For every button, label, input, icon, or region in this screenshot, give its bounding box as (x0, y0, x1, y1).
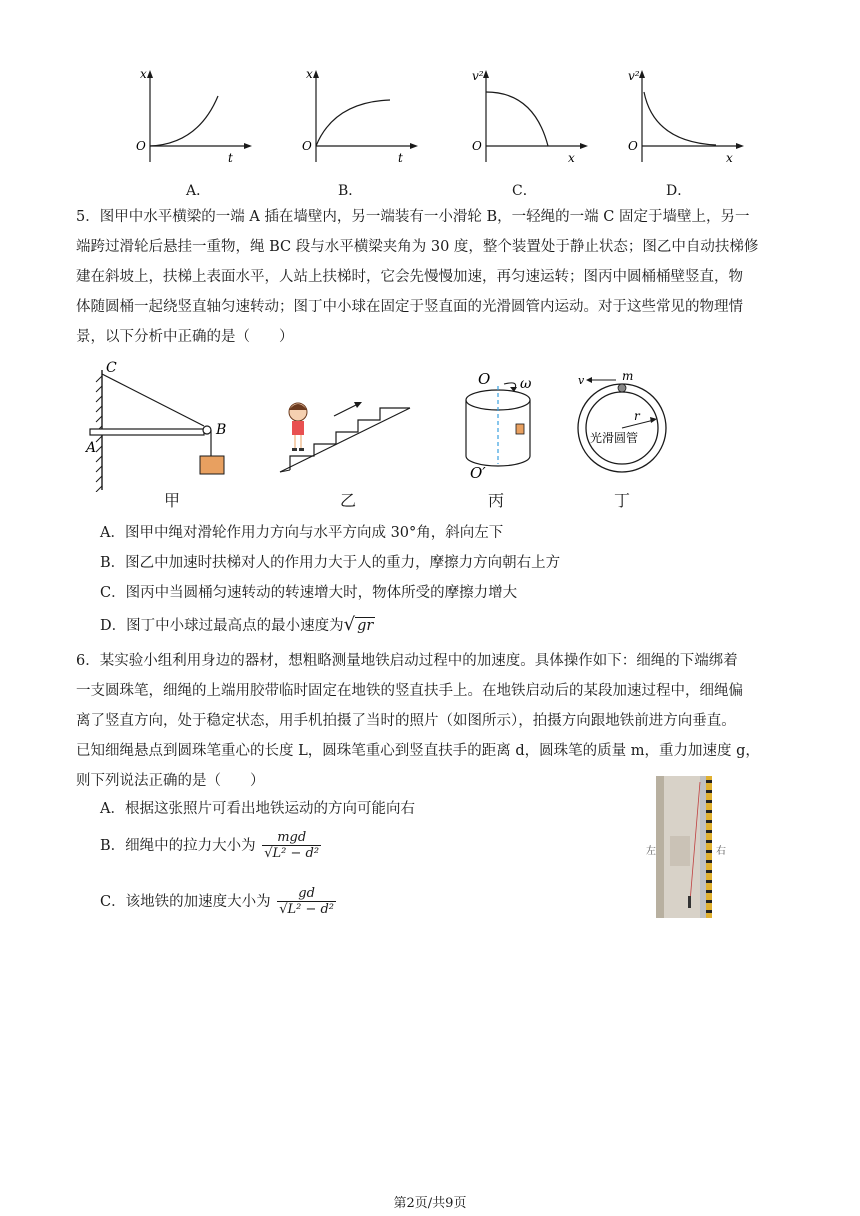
page-footer: 第2页/共9页 (393, 1196, 467, 1211)
question-5-text (76, 202, 788, 352)
graph-c-origin: O (472, 139, 482, 153)
graph-d-y-label: v² (628, 69, 640, 83)
q5-option-b[interactable]: B．图乙中加速时扶梯对人的作用力大于人的重力，摩擦力方向朝右上方 (100, 555, 561, 571)
label-a: A (86, 440, 97, 456)
figure-ding (570, 368, 674, 476)
q6-option-b-fraction (262, 830, 321, 862)
photo-label-left: 左 (646, 846, 656, 857)
q6-option-b-numerator: mgd (277, 830, 307, 845)
q6-option-c-text: C．该地铁的加速度大小为 (100, 894, 271, 910)
graph-a (128, 62, 268, 172)
figure-bing (460, 366, 550, 486)
figure-jia-caption: 甲 (164, 491, 181, 510)
figure-jia (82, 360, 232, 492)
q6-option-a[interactable]: A．根据这张照片可看出地铁运动的方向可能向右 (100, 801, 415, 817)
graph-a-origin: O (136, 139, 146, 153)
graph-c (464, 62, 604, 172)
q6-line-5: 则下列说法正确的是（ ） (76, 773, 265, 789)
q5-line-5: 景，以下分析中正确的是（ ） (76, 329, 294, 345)
graph-a-choice: A． (186, 183, 211, 199)
label-o: O (478, 370, 491, 388)
figure-yi-caption: 乙 (340, 491, 357, 510)
q5-option-a[interactable]: A．图甲中绳对滑轮作用力方向与水平方向成 30°角，斜向左下 (100, 525, 504, 541)
q6-option-b-text: B．细绳中的拉力大小为 (100, 838, 256, 854)
graph-b-origin: O (302, 139, 312, 153)
subway-photo (646, 776, 730, 918)
label-b: B (216, 422, 227, 438)
q5-line-1: 5．图甲中水平横梁的一端 A 插在墙壁内，另一端装有一小滑轮 B，一轻绳的一端 C 固定于墙壁上，另一 (76, 209, 750, 225)
graph-b (294, 62, 434, 172)
sqrt-icon: √ (343, 614, 356, 635)
graph-a-y-label: x (140, 67, 147, 81)
graph-b-x-label: t (398, 151, 403, 165)
graph-c-choice: C． (512, 183, 537, 199)
graph-c-y-label: v² (472, 69, 484, 83)
q5-line-4: 体随圆桶一起绕竖直轴匀速转动；图丁中小球在固定于竖直面的光滑圆管内运动。对于这些常见的物理情 (76, 299, 743, 315)
q6-option-c-fraction (277, 886, 336, 918)
q5-line-2: 端跨过滑轮后悬挂一重物，绳 BC 段与水平横梁夹角为 30 度，整个装置处于静止状态；图乙中自动扶梯修 (76, 239, 759, 255)
graph-d-choice: D． (666, 183, 692, 199)
q5-option-d-text: D．图丁中小球过最高点的最小速度为 (100, 618, 344, 634)
q6-line-3: 离了竖直方向，处于稳定状态，用手机拍摄了当时的照片（如图所示），拍摄方向跟地铁前进方向垂直。 (76, 713, 736, 729)
graph-d (620, 62, 760, 172)
q6-line-1: 6．某实验小组利用身边的器材，想粗略测量地铁启动过程中的加速度。具体操作如下：细绳的下端绑着 (76, 653, 738, 669)
graph-a-x-label: t (228, 151, 233, 165)
q5-line-3: 建在斜坡上，扶梯上表面水平，人站上扶梯时，它会先慢慢加速，再匀速运转；图丙中圆桶桶壁竖直，物 (76, 269, 743, 285)
label-tube: 光滑圆管 (590, 431, 639, 445)
q5-option-d-math: gr (357, 618, 374, 634)
q6-option-c-denominator: √L² − d² (279, 902, 335, 917)
figure-bing-caption: 丙 (488, 491, 505, 510)
graph-b-y-label: x (306, 67, 313, 81)
label-omega: ω (520, 376, 532, 392)
q6-option-c-numerator: gd (298, 886, 315, 901)
label-o-prime: O′ (470, 464, 486, 482)
q6-line-2: 一支圆珠笔，细绳的上端用胶带临时固定在地铁的竖直扶手上。在地铁启动后的某段加速过程中，细绳偏 (76, 683, 743, 699)
q6-option-c[interactable] (100, 886, 336, 918)
label-v: v (578, 374, 585, 387)
q6-option-b-denominator: √L² − d² (264, 846, 320, 861)
graph-c-x-label: x (568, 151, 575, 165)
q5-option-c[interactable]: C．图丙中当圆桶匀速转动的转速增大时，物体所受的摩擦力增大 (100, 585, 518, 601)
figure-ding-caption: 丁 (614, 491, 631, 510)
graph-d-origin: O (628, 139, 638, 153)
label-c: C (106, 360, 117, 376)
photo-label-right: 右 (716, 846, 726, 857)
q5-option-d[interactable] (100, 612, 375, 639)
q6-option-b[interactable] (100, 830, 321, 862)
label-r: r (634, 409, 640, 423)
label-m: m (622, 369, 634, 383)
graph-b-choice: B． (338, 183, 363, 199)
graph-d-x-label: x (726, 151, 733, 165)
q6-line-4: 已知细绳悬点到圆珠笔重心的长度 L，圆珠笔重心到竖直扶手的距离 d，圆珠笔的质量 m，重力加速度 g， (76, 743, 760, 759)
figure-yi (278, 390, 418, 480)
question-6-text (76, 646, 788, 796)
